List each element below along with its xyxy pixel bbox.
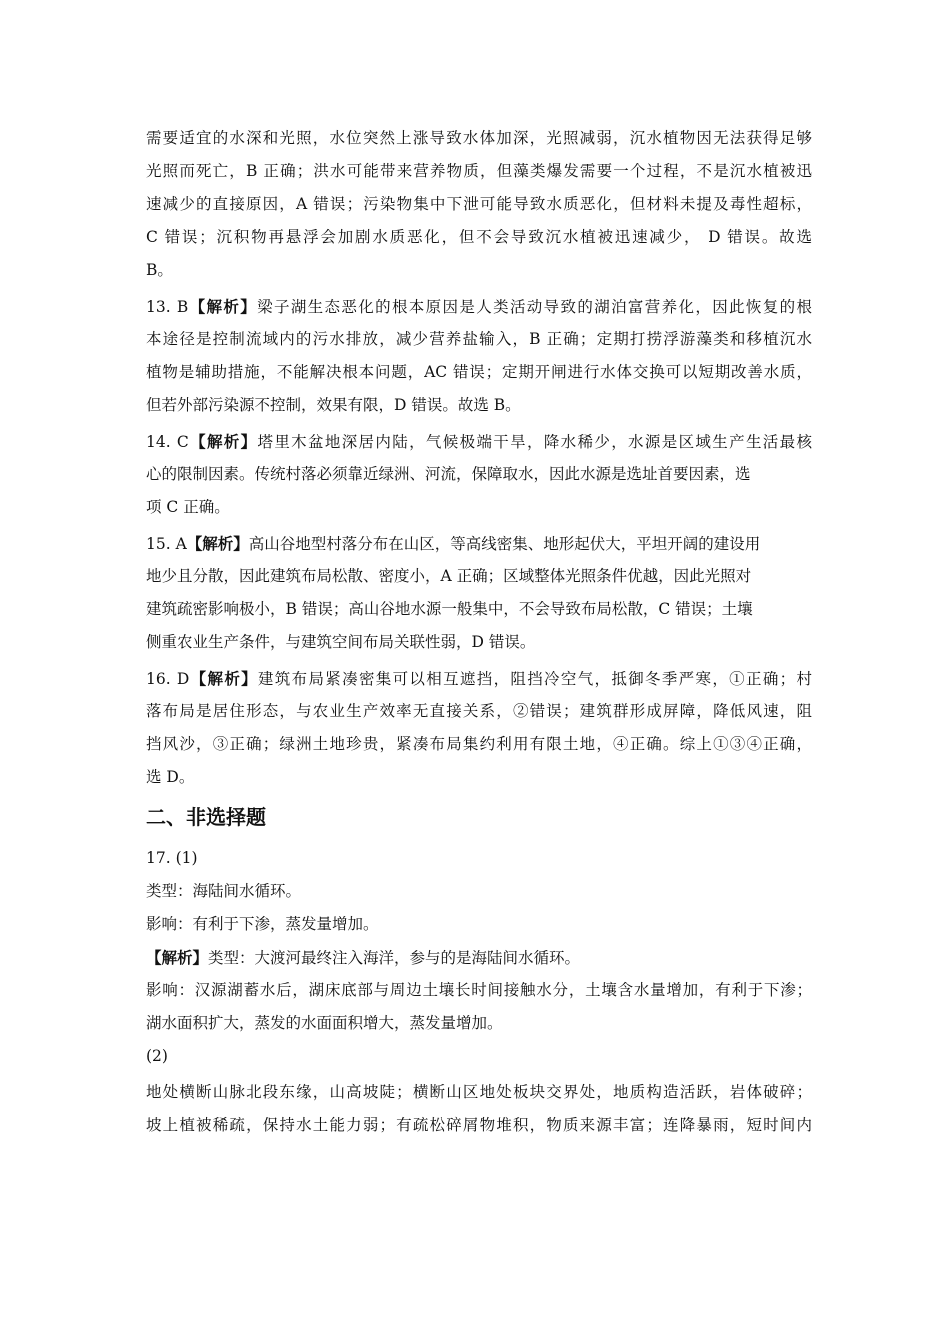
answer-number: 13. B [146,298,189,316]
analysis-line [146,941,812,974]
analysis-tag: 【解析】 [188,297,258,316]
text-line: 挡风沙，③正确；绿洲土地珍贵，紧凑布局集约利用有限土地，④正确。综上①③④正确， [146,735,812,753]
q15-answer [146,527,812,659]
answer-first-line [146,662,812,695]
answer-number: 14. C [146,433,189,451]
sub-question-label: (2) [146,1047,168,1065]
text-line: 选 D。 [146,768,195,786]
text-line: 落布局是居住形态，与农业生产效率无直接关系，②错误；建筑群形成屏障，降低风速，阻 [146,702,812,720]
answer-first-line [146,290,812,323]
text-line: C 错误；沉积物再悬浮会加剧水质恶化，但不会导致沉水植被迅速减少， D 错误。故选 [146,228,812,246]
text-line: 但若外部污染源不控制，效果有限，D 错误。故选 B。 [146,396,521,414]
answer-number: 16. D [146,670,190,688]
text-line: 坡上植被稀疏，保持水土能力弱；有疏松碎屑物堆积，物质来源丰富；连降暴雨，短时间内 [146,1116,812,1134]
text-line: 侧重农业生产条件，与建筑空间布局关联性弱，D 错误。 [146,633,536,651]
q17-answer [146,842,812,1142]
analysis-text: 梁子湖生态恶化的根本原因是人类活动导致的湖泊富营养化，因此恢复的根 [257,298,812,316]
text-line: 影响：汉源湖蓄水后，湖床底部与周边土壤长时间接触水分，土壤含水量增加，有利于下渗； [146,981,812,999]
text-line: B。 [146,261,173,279]
analysis-text: 类型：大渡河最终注入海洋，参与的是海陆间水循环。 [208,949,581,967]
question-number: 17. (1) [146,849,198,867]
text-line: 类型：海陆间水循环。 [146,882,302,900]
text-line: 需要适宜的水深和光照，水位突然上涨导致水体加深，光照减弱，沉水植物因无法获得足够 [146,129,812,147]
text-line: 建筑疏密影响极小，B 错误；高山谷地水源一般集中，不会导致布局松散，C 错误；土壤 [146,600,753,618]
answer-number: 15. A [146,535,187,553]
text-line: 速减少的直接原因，A 错误；污染物集中下泄可能导致水质恶化，但材料未提及毒性超标， [146,195,812,213]
text-line: 光照而死亡，B 正确；洪水可能带来营养物质，但藻类爆发需要一个过程，不是沉水植被迅 [146,162,812,180]
text-line: 湖水面积扩大，蒸发的水面面积增大，蒸发量增加。 [146,1014,503,1032]
text-line: 地处横断山脉北段东缘，山高坡陡；横断山区地处板块交界处，地质构造活跃，岩体破碎； [146,1083,812,1101]
section-heading: 二、非选择题 [146,805,266,829]
analysis-text: 塔里木盆地深居内陆，气候极端干旱，降水稀少，水源是区域生产生活最核 [257,433,812,451]
document-body [146,122,812,1142]
text-line: 心的限制因素。传统村落必须靠近绿洲、河流，保障取水，因此水源是选址首要因素，选 [146,465,751,483]
analysis-text: 高山谷地型村落分布在山区，等高线密集、地形起伏大，平坦开阔的建设用 [248,535,761,553]
analysis-tag: 【解析】 [146,948,209,967]
text-line: 地少且分散，因此建筑布局松散、密度小，A 正确；区域整体光照条件优越，因此光照对 [146,567,752,585]
answer-first-line [146,425,812,458]
text-line: 项 C 正确。 [146,498,230,516]
analysis-tag: 【解析】 [189,669,258,688]
q13-answer [146,290,812,422]
q12-continuation [146,122,812,287]
text-line: 影响：有利于下渗，蒸发量增加。 [146,915,379,933]
text-line: 植物是辅助措施，不能解决根本问题，AC 错误；定期开闸进行水体交换可以短期改善水质， [146,363,812,381]
analysis-tag: 【解析】 [188,432,258,451]
q16-answer [146,662,812,794]
answer-first-line [146,527,812,560]
q14-answer [146,425,812,524]
text-line: 本途径是控制流域内的污水排放，减少营养盐输入，B 正确；定期打捞浮游藻类和移植沉水 [146,330,812,348]
analysis-text: 建筑布局紧凑密集可以相互遮挡，阻挡冷空气，抵御冬季严寒，①正确；村 [257,670,812,688]
analysis-tag: 【解析】 [186,534,249,553]
